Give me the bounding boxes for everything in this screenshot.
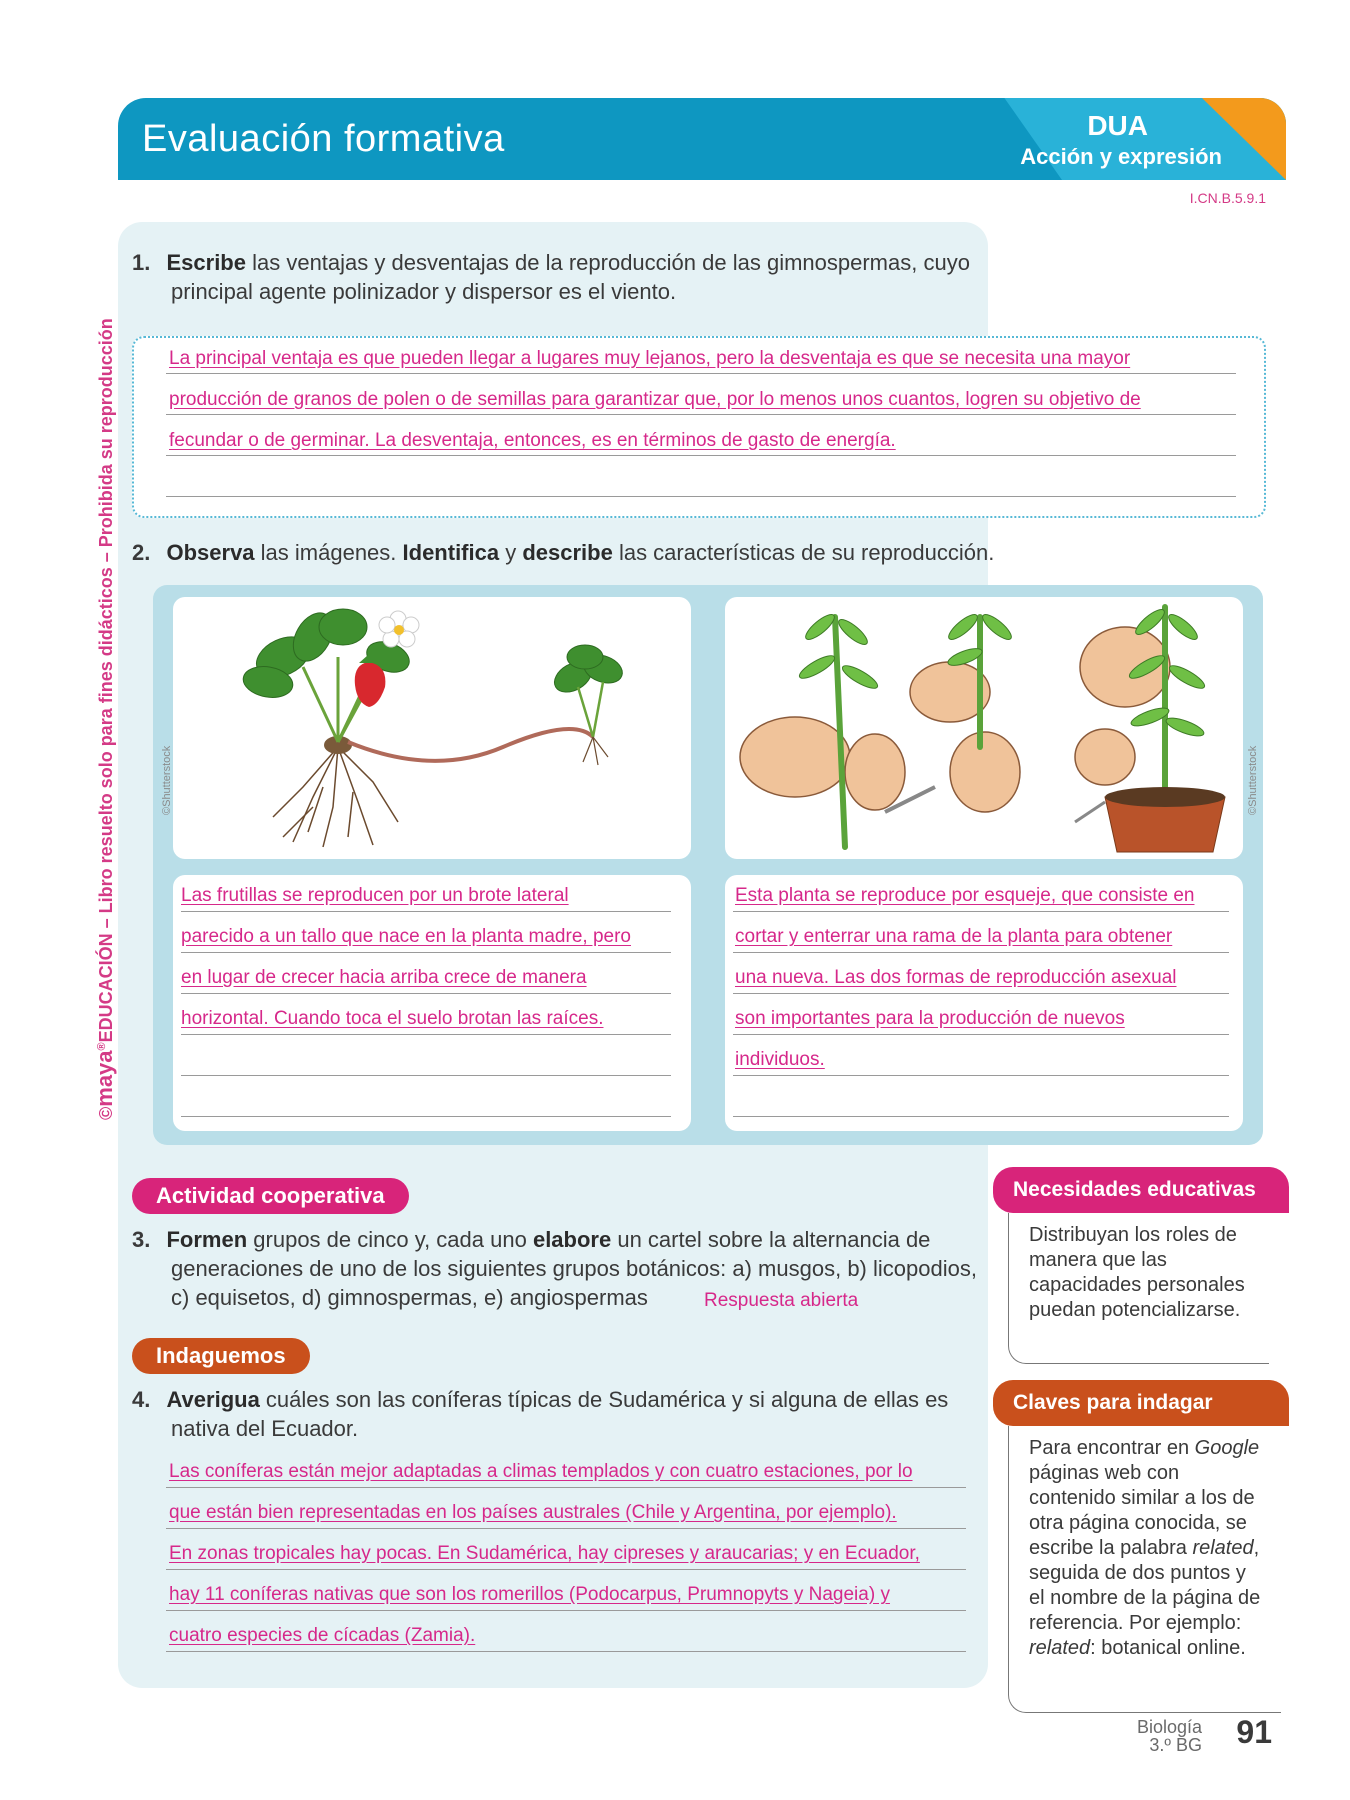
strawberry-image-card: [173, 597, 691, 859]
sidebox-text: seguida de dos puntos y: [1029, 1562, 1246, 1584]
image-credit: ©Shutterstock: [1247, 745, 1259, 815]
answer-text: hay 11 coníferas nativas que son los romerillos (Podocarpus, Prumnopyts y Nageia) y: [169, 1584, 890, 1605]
answer-text: Esta planta se reproduce por esqueje, que consiste en: [735, 885, 1195, 906]
answer-line: [166, 1569, 966, 1570]
research-keys-title: Claves para indagar: [993, 1380, 1289, 1426]
dua-subtitle: Acción y expresión: [1020, 144, 1222, 169]
answer-text: son importantes para la producción de nuevos: [735, 1008, 1125, 1029]
sidebox-text: capacidades personales: [1029, 1274, 1245, 1296]
question-text: las imágenes.: [254, 540, 403, 565]
copyright-symbol: ©: [96, 1106, 116, 1120]
answer-card-left[interactable]: [173, 875, 691, 1131]
cutting-image-card: [725, 597, 1243, 859]
question-text: grupos de cinco y, cada uno: [247, 1227, 533, 1252]
question-text: cuáles son las coníferas típicas de Sudamérica y si alguna de ellas es: [259, 1387, 949, 1412]
sidebox-text: Para encontrar en Google: [1029, 1437, 1260, 1459]
question-number: 2.: [132, 540, 151, 565]
question-text: nativa del Ecuador.: [171, 1416, 359, 1441]
sidebox-text: Distribuyan los roles de: [1029, 1224, 1237, 1246]
question-verb: Averigua: [166, 1387, 260, 1412]
indaguemos-tag: Indaguemos: [132, 1338, 310, 1374]
question-verb: Escribe: [166, 250, 246, 275]
sidebox-text: puedan potencializarse.: [1029, 1299, 1241, 1321]
answer-text: cortar y enterrar una rama de la planta para obtener: [735, 926, 1173, 947]
educational-needs-body: [1008, 1213, 1269, 1364]
question-text: un cartel sobre la alternancia de: [611, 1227, 931, 1252]
answer-line: [733, 911, 1229, 912]
answer-line: [181, 911, 671, 912]
question-4: [132, 1385, 992, 1443]
question-3: [132, 1225, 992, 1312]
question-text: y: [499, 540, 523, 565]
answer-line: [733, 1075, 1229, 1076]
sidebox-text: referencia. Por ejemplo:: [1029, 1612, 1242, 1634]
question-verb: elabore: [532, 1227, 612, 1252]
grade-label: 3.º BG: [1149, 1735, 1202, 1755]
answer-text: una nueva. Las dos formas de reproducción asexual: [735, 967, 1177, 988]
sidebox-text: páginas web con: [1029, 1462, 1180, 1484]
answer-line: [181, 1116, 671, 1117]
brand-name: maya: [92, 1050, 117, 1107]
research-keys-body: [1008, 1426, 1281, 1713]
question-number: 3.: [132, 1227, 151, 1252]
answer-line: [733, 1034, 1229, 1035]
answer-text: fecundar o de germinar. La desventaja, entonces, es en términos de gasto de energía.: [169, 430, 896, 451]
answer-line: [166, 414, 1236, 415]
answer-line: [166, 496, 1236, 497]
answer-line: [733, 1116, 1229, 1117]
question-verb: describe: [522, 540, 613, 565]
subject-name: Biología: [1136, 1717, 1202, 1737]
answer-text: en lugar de crecer hacia arriba crece de manera: [181, 967, 587, 988]
curriculum-code: I.CN.B.5.9.1: [1189, 190, 1266, 206]
answer-line: [166, 1610, 966, 1611]
answer-line: [733, 952, 1229, 953]
educational-needs-title: Necesidades educativas: [993, 1167, 1289, 1213]
copyright-side-text: [92, 300, 118, 1120]
plant-cutting-illustration: [725, 597, 1243, 859]
page-number: 91: [1236, 1714, 1272, 1750]
answer-text: individuos.: [735, 1049, 825, 1070]
page-title: Evaluación formativa: [142, 118, 505, 160]
answer-line: [181, 993, 671, 994]
sidebox-text: contenido similar a los de: [1029, 1487, 1255, 1509]
question-1: [132, 248, 982, 306]
answer-text: parecido a un tallo que nace en la planta madre, pero: [181, 926, 631, 947]
question-number: 1.: [132, 250, 151, 275]
answer-line: [166, 455, 1236, 456]
sidebox-text: otra página conocida, se: [1029, 1512, 1247, 1534]
answer-text: Respuesta abierta: [704, 1290, 859, 1311]
dua-title: DUA: [1087, 110, 1148, 141]
answer-area-q4[interactable]: [160, 1452, 970, 1667]
question-verb: Formen: [166, 1227, 248, 1252]
sidebox-text: escribe la palabra related,: [1029, 1537, 1260, 1559]
answer-line: [166, 373, 1236, 374]
question-text: las características de su reproducción.: [612, 540, 995, 565]
answer-text: Las coníferas están mejor adaptadas a climas templados y con cuatro estaciones, por lo: [169, 1461, 913, 1482]
image-credit: ©Shutterstock: [161, 745, 173, 815]
answer-line: [166, 1528, 966, 1529]
question-text: c) equisetos, d) gimnospermas, e) angiospermas: [171, 1285, 648, 1310]
copyright-notice: EDUCACIÓN – Libro resuelto solo para fines didácticos – Prohibida su reproducción: [96, 318, 116, 1043]
answer-line: [166, 1651, 966, 1652]
answer-box-q1[interactable]: [132, 336, 1266, 518]
answer-text: Las frutillas se reproducen por un brote lateral: [181, 885, 569, 906]
cooperative-activity-tag: Actividad cooperativa: [132, 1178, 409, 1214]
question-verb: Observa: [166, 540, 255, 565]
answer-text: que están bien representadas en los países australes (Chile y Argentina, por ejemplo).: [169, 1502, 897, 1523]
answer-text: La principal ventaja es que pueden llegar a lugares muy lejanos, pero la desventaja es que se necesita una mayor: [169, 348, 1131, 369]
sidebox-text: related: botanical online.: [1029, 1637, 1246, 1659]
answer-card-right[interactable]: [725, 875, 1243, 1131]
answer-line: [181, 1075, 671, 1076]
answer-line: [166, 1487, 966, 1488]
sidebox-text: manera que las: [1029, 1249, 1167, 1271]
answer-text: producción de granos de polen o de semillas para garantizar que, por lo menos unos cuantos, logren su objetivo de: [169, 389, 1141, 410]
question-verb: Identifica: [402, 540, 500, 565]
registered-symbol: ®: [96, 1042, 108, 1051]
question-text: las ventajas y desventajas de la reproducción de las gimnospermas, cuyo: [245, 250, 970, 275]
strawberry-plant-illustration: [173, 597, 691, 859]
question-number: 4.: [132, 1387, 151, 1412]
answer-line: [181, 952, 671, 953]
image-panel: [153, 585, 1263, 1145]
answer-line: [733, 993, 1229, 994]
sidebox-text: el nombre de la página de: [1029, 1587, 1261, 1609]
answer-text: cuatro especies de cícadas (Zamia).: [169, 1625, 476, 1646]
answer-text: En zonas tropicales hay pocas. En Sudamérica, hay cipreses y araucarias; y en Ecuador,: [169, 1543, 920, 1564]
question-text: generaciones de uno de los siguientes grupos botánicos: a) musgos, b) licopodios,: [171, 1256, 977, 1281]
question-2: [132, 538, 1012, 567]
header-banner: [118, 98, 1286, 180]
footer-subject: [1137, 1718, 1202, 1754]
question-text: principal agente polinizador y dispersor es el viento.: [171, 279, 677, 304]
answer-line: [181, 1034, 671, 1035]
answer-text: horizontal. Cuando toca el suelo brotan las raíces.: [181, 1008, 604, 1029]
